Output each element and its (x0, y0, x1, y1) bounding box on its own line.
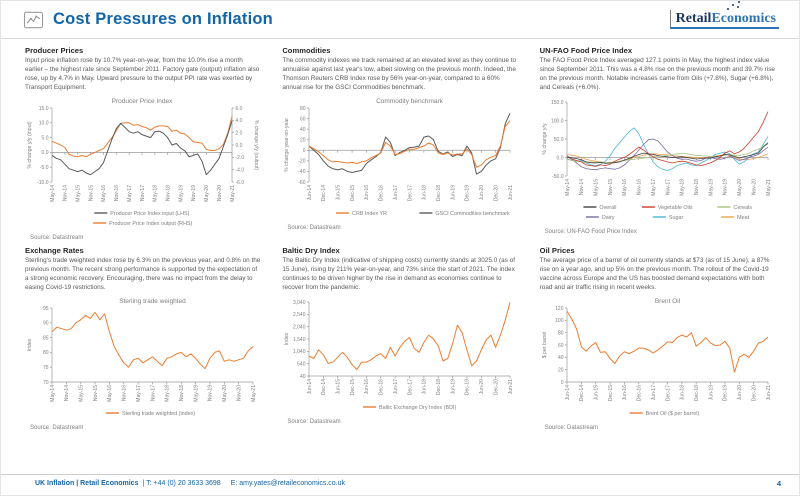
svg-text:Nov-14: Nov-14 (62, 184, 69, 201)
svg-text:Overall: Overall (599, 204, 617, 211)
svg-text:Dec-15: Dec-15 (607, 384, 614, 401)
svg-text:20: 20 (557, 367, 564, 374)
panel-title: Exchange Rates (25, 245, 84, 255)
svg-text:Jun-20: Jun-20 (479, 378, 486, 395)
svg-text:May-15: May-15 (593, 178, 600, 196)
svg-text:2,540: 2,540 (293, 311, 306, 318)
svg-text:GSCI Commodities benchmark: GSCI Commodities benchmark (435, 210, 511, 217)
svg-text:150.0: 150.0 (550, 99, 564, 106)
svg-text:May-17: May-17 (135, 384, 142, 402)
svg-text:2.0: 2.0 (235, 130, 243, 137)
svg-text:Dec-20: Dec-20 (493, 378, 500, 395)
svg-text:100.0: 100.0 (550, 118, 564, 125)
svg-text:May-19: May-19 (178, 184, 185, 202)
svg-text:Jun-15: Jun-15 (335, 378, 342, 395)
svg-text:Producer Price Index output (R: Producer Price Index output (RHS) (109, 220, 193, 227)
svg-text:Nov-18: Nov-18 (165, 184, 172, 201)
panel-commentary: Sterling's trade weighted index rose by 6.3% on the previous year, and 0.8% on the previous month. The recent strong performance is supported by the expectation of a strong economic recovery. Encouraging, there was no impact from the delay to easing Covid-19 restrictions. (25, 256, 261, 291)
page-header (1, 1, 799, 39)
svg-text:May-20: May-20 (736, 178, 743, 196)
svg-text:0.0: 0.0 (556, 155, 564, 162)
svg-text:Nov-20: Nov-20 (751, 178, 758, 195)
source-note: Source: Datastream (30, 234, 84, 241)
svg-text:Meat: Meat (736, 214, 749, 221)
chart-fao-food-price-index (540, 95, 774, 229)
svg-text:Nov-18: Nov-18 (179, 384, 186, 401)
svg-text:Nov-14: Nov-14 (64, 384, 71, 401)
svg-text:1,040: 1,040 (293, 348, 306, 355)
panel-commentary: Input price inflation rose by 10.7% year-on-year, from the 10.0% rise a month earlier – the highest rate since September 2011. Factory gate (output) inflation also rose, up by 4.7% in May. Upward pressure to the output PPI rate was exerted by Transport Equipment. (25, 57, 260, 91)
svg-text:May-20: May-20 (222, 384, 229, 402)
svg-text:May-21: May-21 (250, 384, 257, 402)
panel-commodities (282, 46, 517, 241)
svg-text:% change y/y (output): % change y/y (output) (253, 119, 259, 171)
svg-text:May-21: May-21 (765, 178, 772, 196)
svg-text:$ per barrel: $ per barrel (541, 331, 548, 359)
svg-text:0: 0 (303, 147, 306, 154)
svg-text:40: 40 (300, 373, 306, 380)
svg-text:10.0: 10.0 (38, 120, 49, 127)
svg-text:Dec-19: Dec-19 (465, 378, 472, 395)
svg-text:May-18: May-18 (164, 384, 171, 402)
panel-title: Producer Prices (25, 46, 84, 55)
svg-text:May-14: May-14 (564, 178, 571, 196)
footer-publication: UK Inflation | Retail Economics (35, 480, 139, 487)
retail-economics-logo (670, 10, 779, 30)
svg-text:% change year-on-year: % change year-on-year (284, 117, 291, 172)
svg-text:Producer Price Index input (LH: Producer Price Index input (LHS) (110, 210, 190, 217)
panel-title: Commodities (282, 46, 331, 55)
svg-text:May-14: May-14 (49, 184, 56, 202)
svg-text:85: 85 (42, 335, 49, 342)
svg-text:60: 60 (557, 342, 564, 349)
svg-text:2,040: 2,040 (293, 324, 306, 331)
svg-text:Dec-19: Dec-19 (722, 384, 729, 401)
svg-text:Index: Index (27, 338, 33, 352)
svg-text:May-20: May-20 (204, 184, 211, 202)
svg-text:-40: -40 (298, 169, 306, 176)
svg-text:40: 40 (300, 126, 306, 133)
svg-text:Commodity benchmark: Commodity benchmark (376, 97, 444, 105)
svg-text:Dec-14: Dec-14 (321, 378, 328, 395)
svg-text:Dec-14: Dec-14 (578, 384, 585, 401)
svg-text:Jun-21: Jun-21 (765, 384, 772, 401)
svg-text:Jun-21: Jun-21 (508, 378, 515, 395)
svg-text:Nov-15: Nov-15 (607, 178, 614, 195)
logo-text-economics: Economics (711, 10, 776, 26)
svg-text:Sterling trade weighted (index: Sterling trade weighted (index) (122, 410, 196, 417)
svg-text:Dec-18: Dec-18 (436, 378, 443, 395)
page-number: 4 (776, 479, 781, 488)
svg-text:May-19: May-19 (193, 384, 200, 402)
svg-text:May-16: May-16 (621, 178, 628, 196)
line-chart-icon (23, 11, 44, 29)
svg-text:Jun-19: Jun-19 (708, 384, 715, 401)
svg-text:Nov-19: Nov-19 (722, 178, 729, 195)
svg-text:6.0: 6.0 (235, 105, 243, 112)
svg-text:Jun-14: Jun-14 (307, 184, 314, 201)
svg-text:Jun-16: Jun-16 (621, 384, 628, 401)
svg-text:Dec-17: Dec-17 (664, 384, 671, 401)
panel-baltic-dry-index (282, 246, 517, 431)
svg-text:Dec-18: Dec-18 (436, 184, 443, 201)
svg-text:Dec-16: Dec-16 (636, 384, 643, 401)
svg-text:Brent Oil: Brent Oil (654, 297, 680, 305)
chart-sterling-trade-weighted (25, 295, 259, 425)
svg-text:95: 95 (42, 305, 49, 312)
svg-text:Jun-14: Jun-14 (307, 378, 314, 395)
svg-text:Nov-16: Nov-16 (636, 178, 643, 195)
source-note: Source: UN-FAO Food Price Index (544, 228, 637, 235)
svg-text:Producer Price Index: Producer Price Index (111, 97, 173, 105)
svg-text:120: 120 (554, 305, 564, 312)
svg-text:70: 70 (42, 379, 49, 386)
email-link[interactable]: E: amy.yates@retaileconomics.co.uk (230, 480, 346, 487)
panel-commentary: The average price of a barrel of oil currently stands at $73 (as of 15 June), a 87% rise on a year ago, and up 5% on the previous month. The rollout of the Covid-19 vaccine across Europe and the US has boosted demand expectations with both road and air traffic rising in recent weeks. (539, 256, 770, 291)
svg-text:Sterling trade weighted: Sterling trade weighted (119, 297, 186, 305)
svg-text:4.0: 4.0 (235, 118, 243, 125)
svg-text:May-18: May-18 (152, 184, 159, 202)
svg-text:Nov-14: Nov-14 (578, 178, 585, 195)
svg-text:-4.0: -4.0 (235, 167, 245, 174)
logo-text-retail: Retail (675, 10, 712, 26)
svg-text:Dec-16: Dec-16 (378, 184, 385, 201)
svg-text:Dairy: Dairy (601, 214, 615, 221)
svg-text:-20: -20 (298, 158, 306, 165)
chart-producer-price-index (25, 95, 259, 235)
svg-text:Dec-20: Dec-20 (751, 384, 758, 401)
svg-text:Jun-18: Jun-18 (679, 384, 686, 401)
svg-text:Nov-17: Nov-17 (664, 178, 671, 195)
charts-grid (1, 39, 799, 431)
svg-text:Nov-17: Nov-17 (139, 184, 146, 201)
svg-text:CRB Index YR: CRB Index YR (352, 210, 388, 217)
svg-text:Nov-15: Nov-15 (88, 184, 95, 201)
panel-commentary: The commodity indexes we track remained at an elevated level as they continue to annualise against last year's low, albeit slowing on the previous month. Indeed, the Thomson Reuters CRB Index rose by 56% year-on-year, compared to a 60% annual rise for the GSCI Commodities benchmark. (282, 57, 517, 91)
panel-un-fao-food-price-index (540, 46, 775, 241)
page-footer (1, 474, 799, 492)
svg-text:Nov-19: Nov-19 (207, 384, 214, 401)
svg-text:% change y/y: % change y/y (541, 123, 548, 155)
svg-text:Dec-18: Dec-18 (693, 384, 700, 401)
svg-text:Dec-19: Dec-19 (465, 184, 472, 201)
source-note: Source: Datastream (544, 424, 599, 431)
svg-text:Dec-14: Dec-14 (321, 184, 328, 201)
svg-text:40: 40 (557, 354, 564, 361)
svg-text:Baltic Exchange Dry Index (BDI: Baltic Exchange Dry Index (BDI) (379, 404, 457, 411)
svg-text:15.0: 15.0 (38, 105, 49, 112)
svg-text:Jun-20: Jun-20 (736, 384, 743, 401)
svg-text:Jun-20: Jun-20 (479, 184, 486, 201)
panel-producer-prices (25, 46, 260, 241)
svg-text:Nov-20: Nov-20 (216, 184, 223, 201)
svg-text:Index: Index (284, 332, 291, 346)
svg-text:Nov-16: Nov-16 (114, 184, 121, 201)
svg-text:-60: -60 (298, 179, 306, 186)
svg-text:May-14: May-14 (49, 384, 56, 402)
page-title: Cost Pressures on Inflation (53, 10, 273, 28)
svg-text:May-15: May-15 (75, 184, 82, 202)
svg-text:Cereals: Cereals (733, 204, 752, 211)
svg-text:100: 100 (554, 317, 564, 324)
svg-text:-2.0: -2.0 (235, 155, 245, 162)
svg-text:Jun-19: Jun-19 (450, 378, 457, 395)
svg-text:-6.0: -6.0 (235, 179, 245, 186)
svg-text:May-16: May-16 (107, 384, 114, 402)
svg-text:Sugar: Sugar (668, 214, 683, 221)
source-note: Source: Datastream (287, 418, 341, 425)
svg-text:3,040: 3,040 (293, 299, 306, 306)
svg-text:Jun-17: Jun-17 (393, 378, 400, 395)
svg-text:80: 80 (300, 105, 306, 112)
svg-text:May-21: May-21 (229, 184, 236, 202)
svg-text:Dec-20: Dec-20 (493, 184, 500, 201)
svg-text:60: 60 (300, 116, 306, 123)
svg-text:Nov-15: Nov-15 (92, 384, 99, 401)
svg-text:Jun-19: Jun-19 (450, 184, 457, 201)
svg-text:Nov-18: Nov-18 (693, 178, 700, 195)
svg-text:May-15: May-15 (78, 384, 85, 402)
svg-text:80: 80 (42, 349, 49, 356)
svg-text:5.0: 5.0 (41, 135, 49, 142)
svg-text:Vegetable Oils: Vegetable Oils (657, 204, 693, 211)
svg-text:Nov-20: Nov-20 (236, 384, 243, 401)
footer-phone: | T: +44 (0) 20 3633 3698 (142, 480, 221, 487)
svg-text:Dec-17: Dec-17 (407, 184, 414, 201)
svg-text:Jun-21: Jun-21 (508, 184, 515, 201)
svg-text:May-19: May-19 (708, 178, 715, 196)
svg-text:Brent Oil ($ per barrel): Brent Oil ($ per barrel) (645, 410, 699, 417)
panel-title: Baltic Dry Index (282, 245, 340, 255)
svg-text:Dec-16: Dec-16 (378, 378, 385, 395)
svg-text:May-17: May-17 (650, 178, 657, 196)
svg-text:50.0: 50.0 (553, 136, 564, 143)
svg-text:Jun-18: Jun-18 (421, 184, 428, 201)
panel-exchange-rates (25, 246, 260, 431)
svg-text:Jun-17: Jun-17 (650, 384, 657, 401)
svg-text:90: 90 (42, 320, 49, 327)
chart-baltic-dry-index (282, 295, 516, 419)
svg-text:Dec-15: Dec-15 (350, 378, 357, 395)
svg-text:Nov-16: Nov-16 (121, 384, 128, 401)
svg-text:Jun-17: Jun-17 (393, 184, 400, 201)
panel-commentary: The FAO Food Price Index averaged 127.1 points in May, the highest index value since September 2011. This was a 4.8% rise on the previous month and 39.7% rise on the previous month. Notable increases came from Oils (+7.8%), Sugar (+6.8%), and Cereals (+6.0%). (539, 57, 775, 91)
svg-text:May-16: May-16 (101, 184, 108, 202)
svg-text:0.0: 0.0 (235, 142, 243, 149)
svg-text:Jun-18: Jun-18 (421, 378, 428, 395)
svg-text:Jun-14: Jun-14 (564, 384, 571, 401)
svg-text:80: 80 (557, 330, 564, 337)
svg-text:May-18: May-18 (679, 178, 686, 196)
svg-text:Jun-16: Jun-16 (364, 378, 371, 395)
panel-title: Oil Prices (539, 245, 575, 255)
svg-text:Nov-17: Nov-17 (150, 384, 157, 401)
svg-text:-10.0: -10.0 (37, 179, 49, 186)
svg-text:20: 20 (300, 137, 306, 144)
panel-oil-prices (540, 246, 775, 431)
svg-text:0.0: 0.0 (41, 150, 49, 157)
svg-text:-5.0: -5.0 (39, 164, 49, 171)
svg-text:Dec-15: Dec-15 (350, 184, 357, 201)
chart-commodity-benchmark (282, 95, 516, 225)
svg-text:540: 540 (297, 361, 306, 368)
chart-brent-oil (540, 295, 774, 425)
svg-text:0: 0 (560, 379, 564, 386)
svg-text:% change y/y (input): % change y/y (input) (27, 121, 33, 169)
panel-commentary: The Baltic Dry Index (indicative of shipping costs) currently stands at 3025.0 (as of 15 June), rising by 211% year-on-year, and 73% since the start of 2021. The index continues to be driven higher by the rise in demand as economies continue to recover from the pandemic. (282, 256, 515, 291)
svg-text:Jun-15: Jun-15 (593, 384, 600, 401)
svg-text:May-17: May-17 (126, 184, 133, 202)
svg-text:-50.0: -50.0 (551, 173, 564, 180)
source-note: Source: Datastream (30, 424, 84, 431)
source-note: Source: Datastream (287, 224, 341, 231)
svg-text:Dec-17: Dec-17 (407, 378, 414, 395)
panel-title: UN-FAO Food Price Index (539, 46, 633, 55)
svg-text:1,540: 1,540 (293, 336, 306, 343)
svg-text:Nov-19: Nov-19 (191, 184, 198, 201)
svg-text:Jun-15: Jun-15 (335, 184, 342, 201)
svg-text:Jun-16: Jun-16 (364, 184, 371, 201)
svg-text:75: 75 (42, 364, 49, 371)
